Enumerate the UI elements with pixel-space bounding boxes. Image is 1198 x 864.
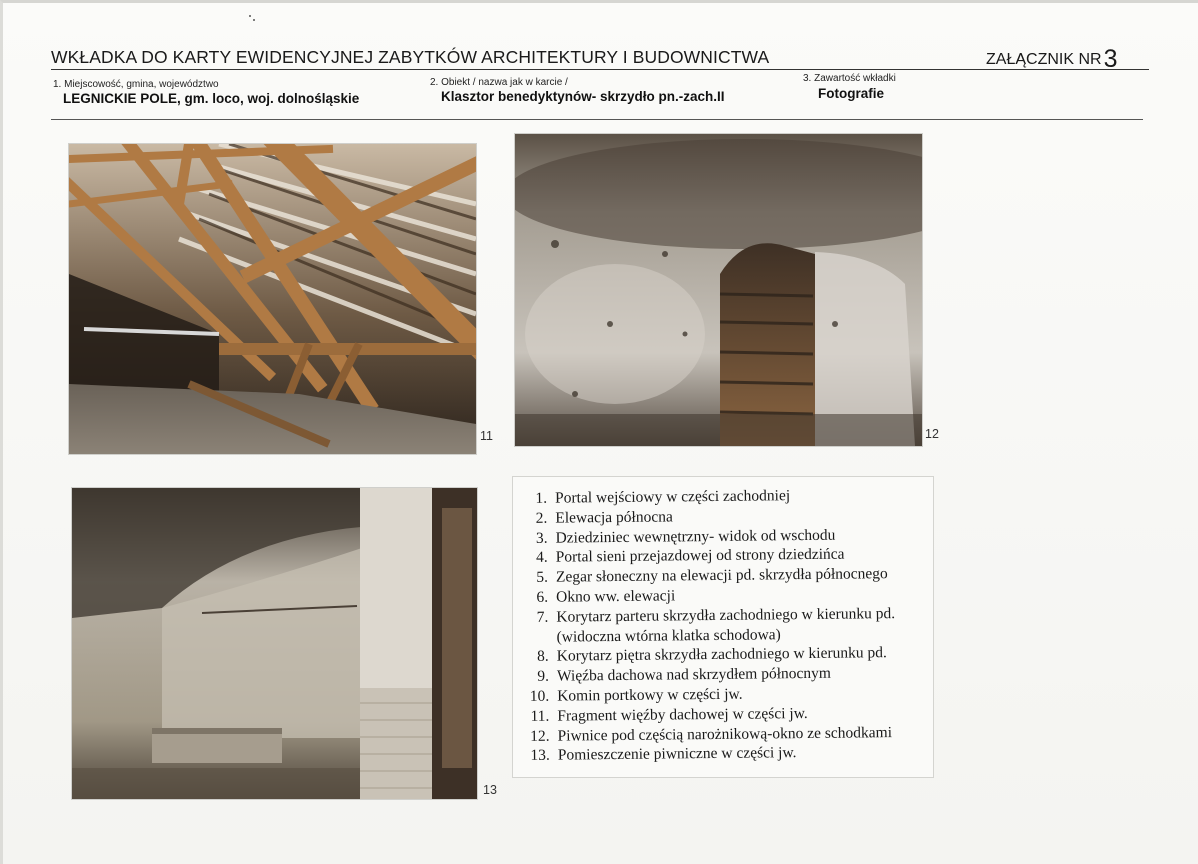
caption-text: Korytarz parteru skrzydła zachodniego w kierunku pd. bbox=[556, 604, 896, 626]
caption-number: 1. bbox=[535, 489, 548, 507]
caption-text: Portal sieni przejazdowej od strony dziedzińca bbox=[555, 546, 845, 567]
scan-speck bbox=[249, 15, 251, 17]
photo-number-11: 11 bbox=[480, 429, 493, 443]
photo-captions-list bbox=[512, 476, 934, 778]
caption-number: 4. bbox=[536, 549, 548, 567]
field-object-label: 2. Obiekt / nazwa jak w karcie / bbox=[430, 77, 568, 88]
annex-label-text: ZAŁĄCZNIK NR bbox=[986, 51, 1102, 68]
caption-text: Komin portkowy w części jw. bbox=[557, 685, 743, 705]
captions bbox=[521, 485, 936, 766]
caption-text: Piwnice pod częścią narożnikową-okno ze schodkami bbox=[557, 723, 893, 745]
caption-item bbox=[524, 742, 936, 766]
caption-number: 10. bbox=[529, 687, 550, 705]
header-rule bbox=[51, 69, 1149, 70]
photo-cellar-window bbox=[515, 134, 922, 446]
form-title: WKŁADKA DO KARTY EWIDENCYJNEJ ZABYTKÓW ARCHITEKTURY I BUDOWNICTWA bbox=[51, 47, 770, 67]
caption-text: Zegar słoneczny na elewacji pd. skrzydła północnego bbox=[555, 565, 888, 586]
caption-text: Korytarz piętra skrzydła zachodniego w kierunku pd. bbox=[556, 644, 887, 666]
caption-text: Więźba dachowa nad skrzydłem północnym bbox=[556, 664, 832, 685]
field-content-label: 3. Zawartość wkładki bbox=[803, 73, 896, 84]
caption-text: Portal wejściowy w części zachodniej bbox=[555, 487, 791, 507]
photo-cellar-room bbox=[72, 488, 477, 799]
photo-number-13: 13 bbox=[483, 783, 497, 797]
caption-text: Fragment więźby dachowej w części jw. bbox=[557, 704, 808, 725]
caption-number: 11. bbox=[530, 707, 550, 725]
caption-number: 3. bbox=[535, 529, 548, 547]
caption-number: 9. bbox=[537, 667, 550, 686]
caption-number: 5. bbox=[536, 568, 549, 587]
caption-number: 13. bbox=[530, 747, 550, 765]
caption-text: Dziedziniec wewnętrzny- widok od wschodu bbox=[555, 526, 836, 547]
caption-number: 8. bbox=[537, 648, 549, 666]
caption-number: 12. bbox=[530, 727, 550, 745]
annex-number: 3 bbox=[1103, 45, 1118, 73]
caption-number: 7. bbox=[536, 608, 549, 626]
caption-number: 2. bbox=[535, 509, 548, 527]
field-content-value: Fotografie bbox=[818, 86, 884, 101]
photo-number-12: 12 bbox=[925, 427, 939, 441]
field-location-value: LEGNICKIE POLE, gm. loco, woj. dolnośląskie bbox=[63, 91, 360, 106]
caption-text: Okno ww. elewacji bbox=[556, 587, 676, 606]
caption-text: (widoczna wtórna klatka schodowa) bbox=[556, 625, 781, 646]
scan-speck bbox=[253, 19, 255, 21]
section-rule bbox=[51, 119, 1143, 120]
caption-number: 6. bbox=[536, 588, 549, 606]
photo-roof-truss bbox=[69, 144, 476, 454]
field-location-label: 1. Miejscowość, gmina, województwo bbox=[53, 79, 219, 90]
field-object-value: Klasztor benedyktynów- skrzydło pn.-zach.II bbox=[441, 89, 725, 104]
caption-text: Pomieszczenie piwniczne w części jw. bbox=[557, 744, 797, 764]
caption-text: Elewacja północna bbox=[555, 508, 673, 527]
